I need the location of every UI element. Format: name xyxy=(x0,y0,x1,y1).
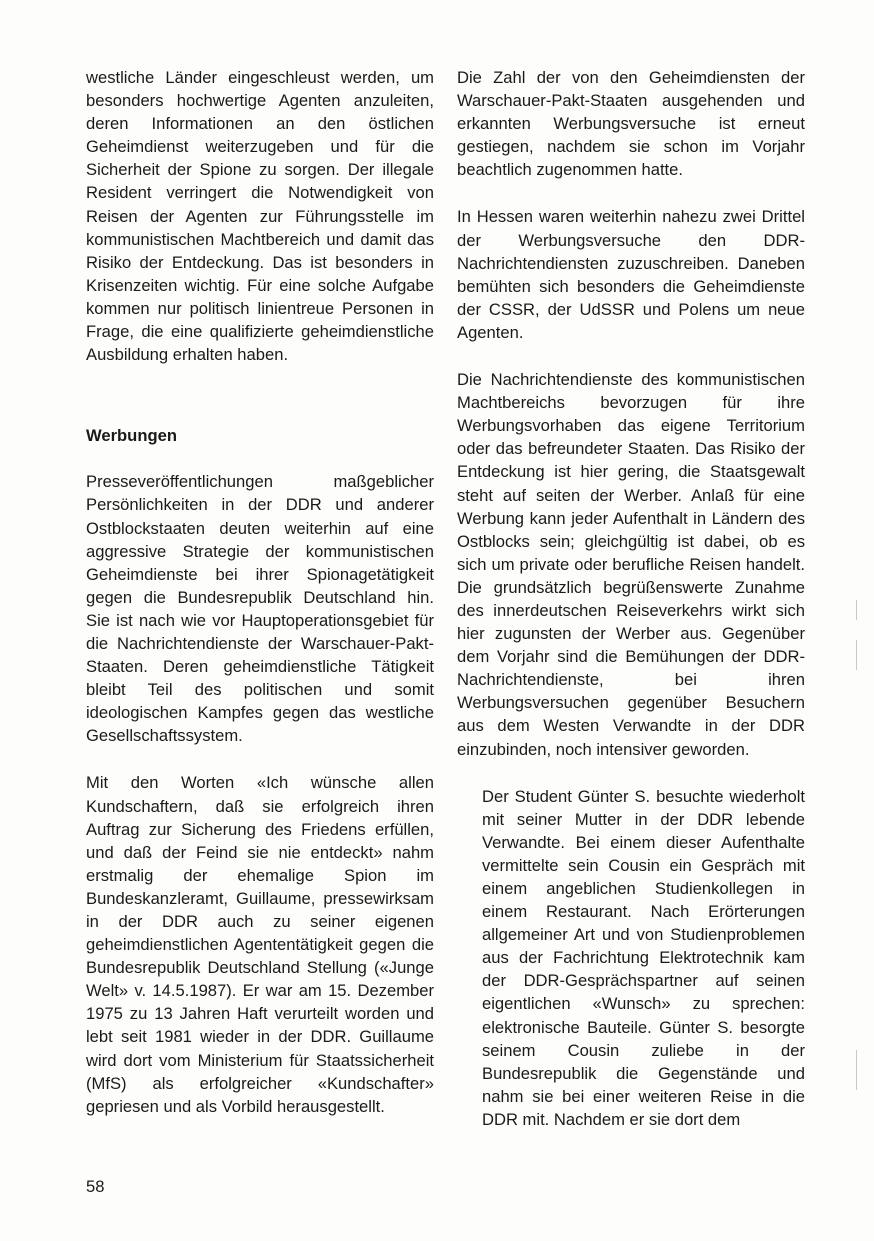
left-column xyxy=(86,66,434,1118)
scan-margin-mark xyxy=(856,1050,857,1090)
scan-margin-mark xyxy=(856,640,857,670)
left-paragraph-2: Presseveröffentlichungen maßgeblicher Persönlichkeiten in der DDR und anderer Ostblockstaaten deuten weiterhin auf eine aggressive Strategie der kommunistischen Geheimdienste bei ihrer Spionagetätigkeit gegen die Bundesrepublik Deutschland hin. Sie ist nach wie vor Hauptoperationsgebiet für die Nachrichtendienste der Warschauer-Pakt-Staaten. Deren geheimdienstliche Tätigkeit bleibt Teil des politischen und somit ideologischen Kampfes gegen das westliche Gesellschaftssystem. xyxy=(86,472,434,746)
right-paragraph-2: In Hessen waren weiterhin nahezu zwei Drittel der Werbungsversuche den DDR-Nachrichtendiensten zuzuschreiben. Daneben bemühten sich besonders die Geheimdienste der CSSR, der UdSSR und Polens um neue Agenten. xyxy=(457,207,805,342)
left-paragraph-1: westliche Länder eingeschleust werden, um besonders hochwertige Agenten anzuleiten, deren Informationen an den östlichen Geheimdienst weiterzugeben und für die Sicherheit der Spione zu sorgen. Der illegale Resident verringert die Notwendigkeit von Reisen der Agenten zur Führungsstelle im kommunistischen Machtbereich und damit das Risiko der Entdeckung. Das ist besonders in Krisenzeiten wichtig. Für eine solche Aufgabe kommen nur politisch linientreue Personen in Frage, die eine qualifizierte geheimdienstliche Ausbildung erhalten haben. xyxy=(86,68,434,365)
right-paragraph-3: Die Nachrichtendienste des kommunistischen Machtbereichs bevorzugen für ihre Werbungsvorhaben das eigene Territorium oder das befreundeter Staaten. Das Risiko der Entdeckung ist hier gering, die Staatsgewalt steht auf seiten der Werber. Anlaß für eine Werbung kann jeder Aufenthalt in Ländern des Ostblocks sein; gleichgültig ist dabei, ob es sich um private oder berufliche Reisen handelt. Die grundsätzlich begrüßenswerte Zunahme des innerdeutschen Reiseverkehrs wirkt sich hier zugunsten der Werber aus. Gegenüber dem Vorjahr sind die Bemühungen der DDR-Nachrichtendienste, bei ihren Werbungsversuchen gegenüber Besuchern aus dem Westen Verwandte in der DDR einzubinden, noch intensiver geworden. xyxy=(457,370,805,759)
left-paragraph-3: Mit den Worten «Ich wünsche allen Kundschaftern, daß sie erfolgreich ihren Auftrag zur Sicherung des Friedens erfüllen, und daß der Feind sie nie entdeckt» nahm erstmalig der ehemalige Spion im Bundeskanzleramt, Guillaume, pressewirksam in der DDR auch zu seiner eigenen geheimdienstlichen Agententätigkeit gegen die Bundesrepublik Deutschland Stellung («Junge Welt» v. 14.5.1987). Er war am 15. Dezember 1975 zu 13 Jahren Haft verurteilt worden und lebt seit 1981 wieder in der DDR. Guillaume wird dort vom Ministerium für Staatssicherheit (MfS) als erfolgreicher «Kundschafter» gepriesen und als Vorbild herausgestellt. xyxy=(86,773,434,1116)
case-example-paragraph: Der Student Günter S. besuchte wiederholt mit seiner Mutter in der DDR lebende Verwandte. Bei einem dieser Aufenthalte vermittelte sein Cousin ein Gespräch mit einem angeblichen Studienkollegen in einem Restaurant. Nach Erörterungen allgemeiner Art und von Studienproblemen aus der Fachrichtung Elektrotechnik kam der DDR-Gesprächspartner auf seinen eigentlichen «Wunsch» zu sprechen: elektronische Bauteile. Günter S. besorgte seinem Cousin zuliebe in der Bundesrepublik die Gegenstände und nahm sie bei einer weiteren Reise in die DDR mit. Nachdem er sie dort dem xyxy=(482,786,805,1129)
right-column xyxy=(457,66,805,1131)
scan-margin-mark xyxy=(856,600,857,620)
right-paragraph-1: Die Zahl der von den Geheimdiensten der Warschauer-Pakt-Staaten ausgehenden und erkannten Werbungsversuche ist erneut gestiegen, nachdem sie schon im Vorjahr beachtlich zugenommen hatte. xyxy=(457,68,805,180)
page-number: 58 xyxy=(86,1177,105,1196)
section-heading: Werbungen xyxy=(86,426,177,446)
